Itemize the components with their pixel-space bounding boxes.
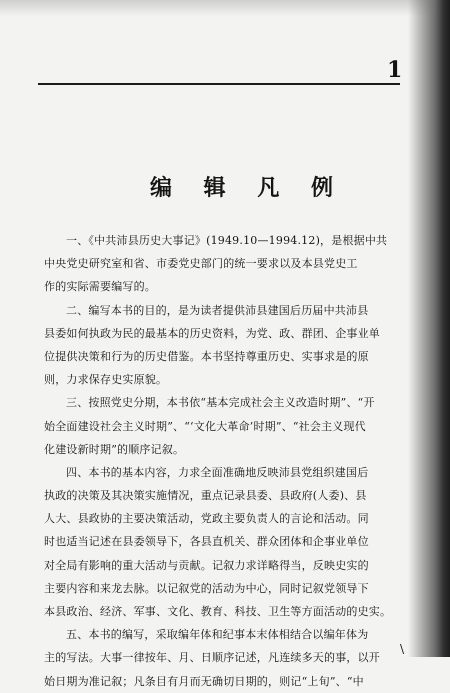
text-line: 作的实际需要编写的。 (44, 280, 156, 294)
text-line: 五、本书的编写，采取编年体和纪事本末体相结合以编年体为 (66, 628, 369, 642)
text-line: 二、编写本书的目的，是为读者提供沛县建国后历届中共沛县 (66, 303, 369, 317)
text-line: 本县政治、经济、军事、文化、教育、科技、卫生等方面活动的史实。 (44, 605, 392, 618)
text-line: 则，力求保存史实原貌。 (44, 373, 168, 387)
text-line: 时也适当记述在县委领导下，各县直机关、群众团体和企事业单位 (44, 535, 369, 549)
text-line: 主的写法。大事一律按年、月、日顺序记述，凡连续多天的事，以开 (44, 651, 380, 665)
scan-shadow-top (0, 0, 450, 16)
page-number: 1 (387, 57, 403, 83)
text-line: 对全局有影响的重大活动与贡献。记叙力求详略得当，反映史实的 (44, 558, 369, 572)
text-line: 三、按照党史分期，本书依“基本完成社会主义改造时期”、“开 (66, 396, 375, 410)
page-title: 编 辑 凡 例 (150, 175, 345, 201)
scan-shadow-right (408, 0, 450, 657)
text-line: 一、《中共沛县历史大事记》(1949.10—1994.12)，是根据中共 (66, 234, 388, 247)
header-rule (38, 83, 400, 85)
text-line: 位提供决策和行为的历史借鉴。本书坚持尊重历史、实事求是的原 (44, 349, 369, 363)
text-line: 化建设新时期”的顺序记叙。 (44, 442, 185, 456)
text-line: 县委如何执政为民的最基本的历史资料，为党、政、群团、企事业单 (44, 326, 380, 340)
body-text (44, 229, 400, 693)
text-line: 始全面建设社会主义时期”、“‘文化大革命’时期”、“社会主义现代 (44, 419, 366, 433)
text-line: 始日期为准记叙；凡条目有月而无确切日期的，则记“上旬”、“中 (44, 674, 364, 688)
bottom-mark: \ (400, 642, 405, 656)
text-line: 执政的决策及其决策实施情况，重点记录县委、县政府(人委)、县 (44, 489, 367, 503)
text-line: 主要内容和来龙去脉。以记叙党的活动为中心，同时记叙党领导下 (44, 581, 369, 595)
text-line: 四、本书的基本内容，力求全面准确地反映沛县党组织建国后 (66, 465, 369, 479)
text-line: 中央党史研究室和省、市委党史部门的统一要求以及本县党史工 (44, 257, 358, 271)
text-line: 人大、县政协的主要决策活动，党政主要负责人的言论和活动。同 (44, 512, 369, 526)
